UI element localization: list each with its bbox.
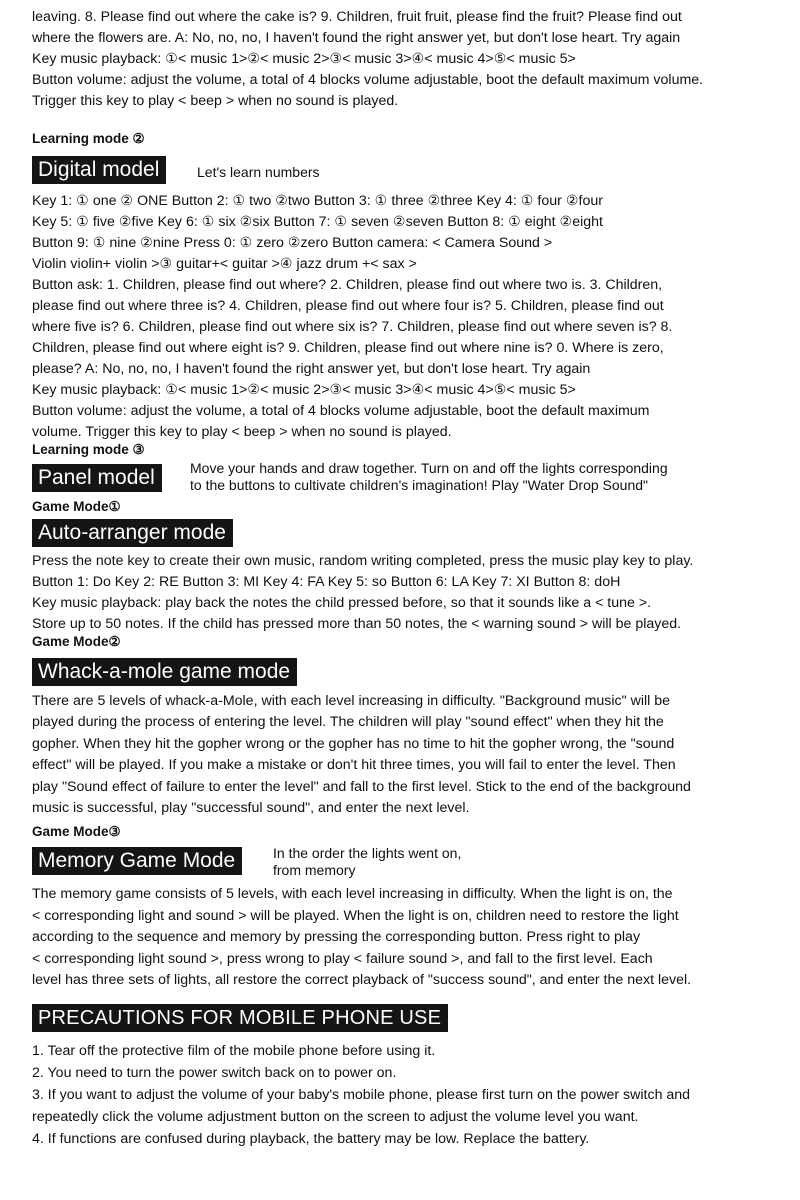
- intro-line: Trigger this key to play < beep > when no sound is played.: [32, 93, 399, 109]
- whack-a-mole-banner: Whack-a-mole game mode: [32, 658, 297, 686]
- precaution-item: 3. If you want to adjust the volume of your baby's mobile phone, please first turn on the power switch and: [32, 1087, 691, 1103]
- panel-model-desc: Move your hands and draw together. Turn on and off the lights corresponding: [190, 460, 668, 476]
- digital-model-line: Key music playback: ①< music 1>②< music 2>③< music 3>④< music 4>⑤< music 5>: [32, 382, 576, 398]
- auto-arranger-line: Button 1: Do Key 2: RE Button 3: MI Key 4: FA Key 5: so Button 6: LA Key 7: XI Button 8: doH: [32, 574, 621, 590]
- panel-model-banner: Panel model: [32, 464, 162, 492]
- digital-model-line: where five is? 6. Children, please find out where six is? 7. Children, please find out where seven is? 8.: [32, 319, 673, 335]
- digital-model-line: volume. Trigger this key to play < beep > when no sound is played.: [32, 424, 452, 440]
- whack-a-mole-line: play "Sound effect of failure to enter the level" and fall to the first level. Stick to the end of the background: [32, 779, 691, 795]
- learning-mode-3-label: Learning mode ③: [32, 442, 145, 457]
- memory-game-line: < corresponding light and sound > will be played. When the light is on, children need to restore the light: [32, 908, 679, 924]
- digital-model-subtitle: Let's learn numbers: [197, 164, 320, 180]
- whack-a-mole-line: music is successful, play "successful sound", and enter the next level.: [32, 800, 470, 816]
- precaution-item: 2. You need to turn the power switch back on to power on.: [32, 1065, 397, 1081]
- digital-model-line: please find out where three is? 4. Children, please find out where four is? 5. Children, please find out: [32, 298, 664, 314]
- precaution-item: 4. If functions are confused during playback, the battery may be low. Replace the battery.: [32, 1131, 590, 1147]
- game-mode-2-label: Game Mode②: [32, 634, 121, 649]
- memory-game-line: The memory game consists of 5 levels, with each level increasing in difficulty. When the light is on, the: [32, 886, 673, 902]
- memory-game-line: according to the sequence and memory by pressing the corresponding button. Press right to play: [32, 929, 641, 945]
- precaution-item: repeatedly click the volume adjustment button on the screen to adjust the volume level you want.: [32, 1109, 639, 1125]
- digital-model-line: Key 5: ① five ②five Key 6: ① six ②six Button 7: ① seven ②seven Button 8: ① eight ②eight: [32, 214, 603, 230]
- intro-line: Key music playback: ①< music 1>②< music 2>③< music 3>④< music 4>⑤< music 5>: [32, 51, 576, 67]
- digital-model-line: Button ask: 1. Children, please find out where? 2. Children, please find out where two is. 3. Children,: [32, 277, 663, 293]
- panel-model-desc: to the buttons to cultivate children's imagination! Play "Water Drop Sound": [190, 477, 649, 493]
- auto-arranger-line: Press the note key to create their own music, random writing completed, press the music play key to play.: [32, 553, 694, 569]
- learning-mode-2-label: Learning mode ②: [32, 131, 145, 146]
- whack-a-mole-line: gopher. When they hit the gopher wrong or the gopher has no time to hit the gopher wrong, the "sound: [32, 736, 675, 752]
- whack-a-mole-line: played during the process of entering the level. The children will play "sound effect" when they hit the: [32, 714, 664, 730]
- auto-arranger-line: Key music playback: play back the notes the child pressed before, so that it sounds like a < tune >.: [32, 595, 652, 611]
- digital-model-line: Children, please find out where eight is? 9. Children, please find out where nine is? 0. Where is zero,: [32, 340, 664, 356]
- memory-game-banner: Memory Game Mode: [32, 847, 242, 875]
- memory-game-desc: In the order the lights went on,: [273, 845, 462, 861]
- intro-line: Button volume: adjust the volume, a total of 4 blocks volume adjustable, boot the default maximum volume.: [32, 72, 704, 88]
- game-mode-1-label: Game Mode①: [32, 499, 121, 514]
- intro-line: where the flowers are. A: No, no, no, I haven't found the right answer yet, but don't lose heart. Try again: [32, 30, 681, 46]
- digital-model-line: Button 9: ① nine ②nine Press 0: ① zero ②zero Button camera: < Camera Sound >: [32, 235, 553, 251]
- auto-arranger-banner: Auto-arranger mode: [32, 519, 233, 547]
- memory-game-desc: from memory: [273, 862, 356, 878]
- digital-model-banner: Digital model: [32, 156, 166, 184]
- precaution-item: 1. Tear off the protective film of the mobile phone before using it.: [32, 1043, 436, 1059]
- whack-a-mole-line: There are 5 levels of whack-a-Mole, with each level increasing in difficulty. "Background music" will be: [32, 693, 671, 709]
- game-mode-3-label: Game Mode③: [32, 824, 121, 839]
- digital-model-line: Violin violin+ violin >③ guitar+< guitar >④ jazz drum +< sax >: [32, 256, 417, 272]
- digital-model-line: Key 1: ① one ② ONE Button 2: ① two ②two Button 3: ① three ②three Key 4: ① four ②four: [32, 193, 603, 209]
- whack-a-mole-line: effect" will be played. If you make a mistake or don't hit three times, you will fail to enter the level. Then: [32, 757, 676, 773]
- precautions-banner: PRECAUTIONS FOR MOBILE PHONE USE: [32, 1004, 448, 1032]
- digital-model-line: Button volume: adjust the volume, a total of 4 blocks volume adjustable, boot the default maximum: [32, 403, 650, 419]
- auto-arranger-line: Store up to 50 notes. If the child has pressed more than 50 notes, the < warning sound > will be played.: [32, 616, 682, 632]
- intro-line: leaving. 8. Please find out where the cake is? 9. Children, fruit fruit, please find the fruit? Please find out: [32, 9, 682, 25]
- memory-game-line: level has three sets of lights, all restore the correct playback of "success sound", and enter the next level.: [32, 972, 692, 988]
- memory-game-line: < corresponding light sound >, press wrong to play < failure sound >, and fall to the first level. Each: [32, 951, 653, 967]
- digital-model-line: please? A: No, no, no, I haven't found the right answer yet, but don't lose heart. Try again: [32, 361, 591, 377]
